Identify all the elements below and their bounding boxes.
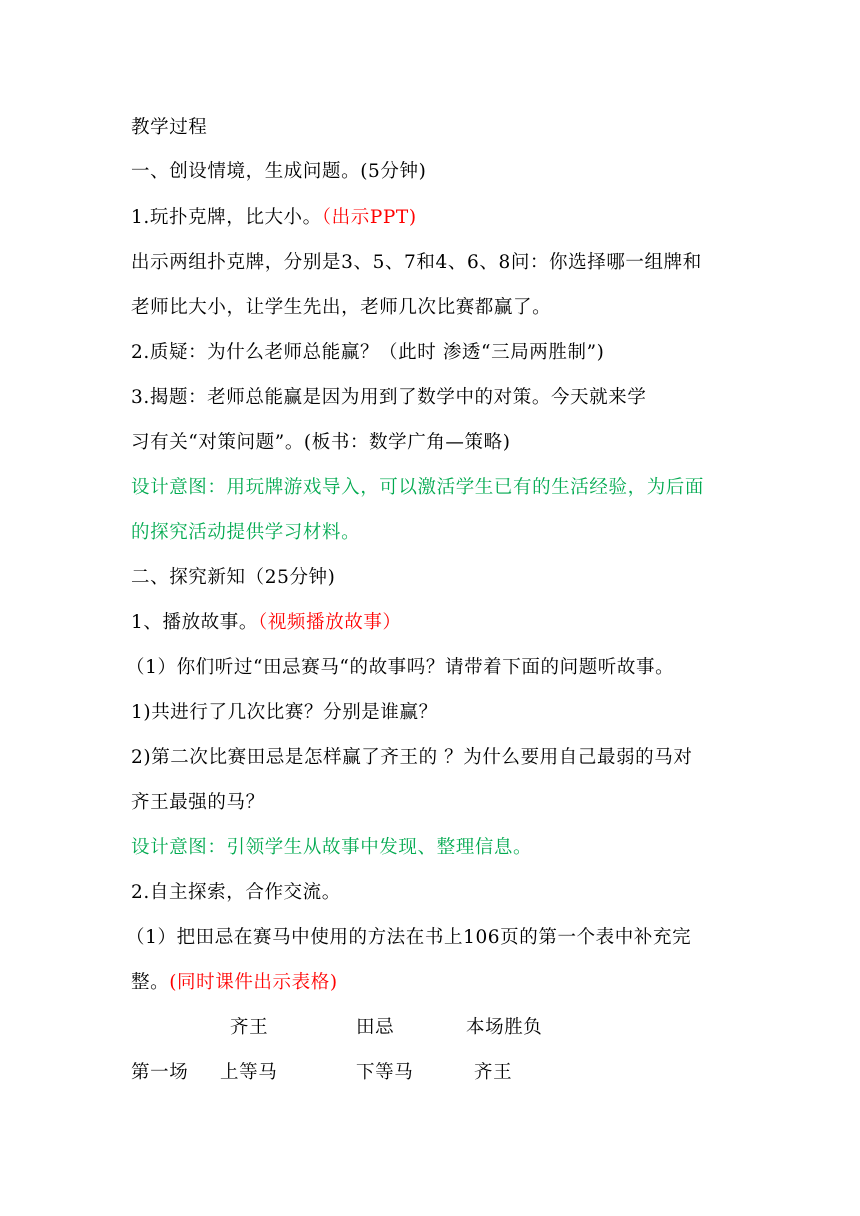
section1-item1-note: （出示PPT)	[321, 207, 417, 228]
section2-item2: 2.自主探索，合作交流。	[131, 882, 341, 903]
section2-question1: 1)共进行了几次比赛？分别是谁赢？	[131, 702, 438, 723]
section1-design-line1: 设计意图：用玩牌游戏导入，可以激活学生已有的生活经验，为后面	[131, 477, 705, 498]
section2-item1	[131, 611, 402, 635]
section2-question2-line1: 2)第二次比赛田忌是怎样赢了齐王的 ？为什么要用自己最弱的马对	[131, 747, 693, 768]
section2-design: 设计意图：引领学生从故事中发现、整理信息。	[131, 837, 533, 858]
section2-task-line1: （1）把田忌在赛马中使用的方法在书上106页的第一个表中补充完	[126, 927, 692, 948]
section1-title: 一、创设情境，生成问题。(5分钟)	[131, 161, 427, 182]
section2-item1-note: （视频播放故事）	[257, 612, 402, 633]
table-header-tianji: 田忌	[356, 1017, 395, 1038]
section2-task-line2-text: 整。	[131, 972, 170, 993]
section2-question2-line2: 齐王最强的马？	[131, 792, 265, 813]
section2-question-intro: （1）你们听过“田忌赛马“的故事吗？请带着下面的问题听故事。	[126, 657, 675, 678]
table-row-label: 第一场	[131, 1062, 189, 1083]
section1-design-line2: 的探究活动提供学习材料。	[131, 522, 361, 543]
section1-para1-line2: 老师比大小，让学生先出，老师几次比赛都赢了。	[131, 297, 552, 318]
section1-item2: 2.质疑：为什么老师总能赢？（此时 渗透“三局两胜制”)	[131, 342, 605, 363]
table-cell-qiwang: 上等马	[220, 1062, 278, 1083]
section1-para1-line1: 出示两组扑克牌，分别是3、5、7和4、6、8问：你选择哪一组牌和	[131, 252, 702, 273]
heading: 教学过程	[131, 117, 208, 138]
table-cell-result: 齐王	[474, 1062, 513, 1083]
section1-item1-text: 1.玩扑克牌，比大小。	[131, 207, 322, 228]
section1-item3-line2: 习有关“对策问题”。(板书：数学广角—策略)	[131, 432, 511, 453]
section2-task-line2	[131, 971, 338, 995]
section1-item3-line1: 3.揭题：老师总能赢是因为用到了数学中的对策。今天就来学	[131, 387, 647, 408]
table-header-qiwang: 齐王	[230, 1017, 269, 1038]
section1-item1	[131, 206, 417, 230]
section2-item1-text: 1、播放故事。	[131, 612, 258, 633]
table-header-result: 本场胜负	[466, 1017, 543, 1038]
table-cell-tianji: 下等马	[356, 1062, 414, 1083]
section2-task-line2-note: (同时课件出示表格)	[169, 972, 338, 993]
section2-title: 二、探究新知（25分钟)	[131, 567, 336, 588]
